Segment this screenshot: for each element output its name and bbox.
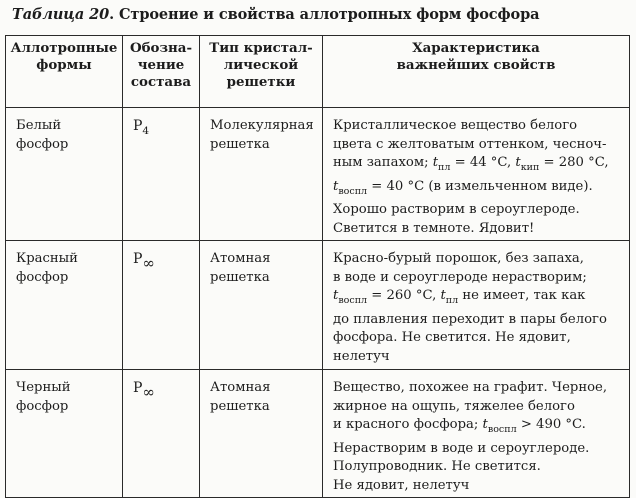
table-row [6,241,630,370]
temperature-value: не имеет, так как [458,288,586,303]
cell-form [6,108,123,241]
header-text: чение [137,57,185,73]
property-text: Полупроводник. Не светится. [333,459,541,474]
header-text: формы [36,57,92,73]
symbol-base: P [133,251,143,267]
property-text: Красно-бурый порошок, без запаха, [333,251,584,266]
temperature-value: = 44 °C, [450,155,516,170]
cell-form [6,370,123,498]
caption-title: . Строение и свойства аллотропных форм фосфора [109,6,540,23]
symbol-base: P [133,380,143,396]
cell-properties [323,370,630,498]
property-text: Светится в темноте. Ядовит! [333,220,535,236]
symbol-subscript: ∞ [142,254,155,272]
temperature-subscript: воспл [338,185,368,197]
cell-symbol [123,241,200,370]
temperature-value: = 260 °C, [367,288,441,303]
property-fragment: и красного фосфора; [333,417,483,432]
header-composition-symbol [123,36,200,108]
lattice-text: Молекулярная [210,118,314,133]
temperature-value: = 280 °C, [539,155,609,170]
temperature-subscript: пл [445,295,459,306]
property-text: нелетуч [333,348,390,364]
header-text: Обозна- [129,40,193,56]
property-text: цвета с желтоватым оттенком, чесноч- [333,136,607,152]
temperature-subscript: пл [438,162,451,173]
temperature-symbol: t [432,155,439,170]
lattice-text: Атомная [210,380,271,395]
header-text: Аллотропные [10,40,118,56]
header-allotropic-forms [6,36,123,108]
property-text: Вещество, похожее на графит. Черное, [333,380,608,395]
property-text: жирное на ощупь, тяжелее белого [333,398,575,414]
table-caption [12,6,539,23]
temperature-symbol: t [333,288,339,303]
property-text [333,287,625,311]
header-text: решетки [226,74,296,90]
temperature-value: > 490 °C. [516,417,586,432]
cell-symbol [123,370,200,498]
cell-properties [323,241,630,370]
property-text: Не ядовит, нелетуч [333,477,470,493]
form-text: Черный [16,380,71,395]
header-text: важнейших свойств [396,57,556,73]
temperature-subscript: воспл [338,295,368,306]
header-text: лической [223,57,299,73]
cell-lattice [200,108,323,241]
cell-symbol [123,108,200,241]
header-text: Тип кристал- [209,40,313,56]
temperature-subscript: кип [520,162,540,173]
property-text [333,416,625,440]
cell-lattice [200,241,323,370]
phosphorus-allotropes-table [5,35,630,498]
form-text: фосфор [16,398,69,414]
lattice-text: решетка [210,136,270,152]
header-text: Характеристика [412,40,540,56]
property-text [333,178,625,202]
temperature-symbol: t [440,288,446,303]
table-header-row [6,36,630,108]
form-text: Белый [16,118,62,133]
property-text: Хорошо растворим в сероуглероде. [333,202,580,217]
caption-label: Таблица 20 [12,6,110,23]
temperature-symbol: t [515,155,521,170]
lattice-text: Атомная [210,251,271,266]
property-text [333,154,625,178]
table-row [6,108,630,241]
symbol-subscript: 4 [142,125,150,137]
property-text: Нерастворим в воде и сероуглероде. [333,440,590,456]
symbol-base: P [133,118,143,134]
property-text: до плавления переходит в пары белого [333,311,607,327]
table-row [6,370,630,498]
property-text: Кристаллическое вещество белого [333,118,578,133]
header-lattice-type [200,36,323,108]
symbol-subscript: ∞ [142,383,155,401]
temperature-value: = 40 °C (в измельченном виде). [367,178,593,194]
lattice-text: решетка [210,269,270,285]
cell-properties [323,108,630,241]
header-text: состава [130,74,192,90]
temperature-symbol: t [482,417,488,432]
lattice-text: решетка [210,398,270,414]
temperature-subscript: воспл [487,424,517,435]
temperature-symbol: t [333,178,339,194]
form-text: Красный [16,251,78,266]
form-text: фосфор [16,269,69,285]
cell-lattice [200,370,323,498]
cell-form [6,241,123,370]
property-text: фосфора. Не светится. Не ядовит, [333,330,571,345]
header-properties [323,36,630,108]
property-text: в воде и сероуглероде нерастворим; [333,269,587,285]
property-fragment: ным запахом; [333,155,433,170]
form-text: фосфор [16,136,69,152]
